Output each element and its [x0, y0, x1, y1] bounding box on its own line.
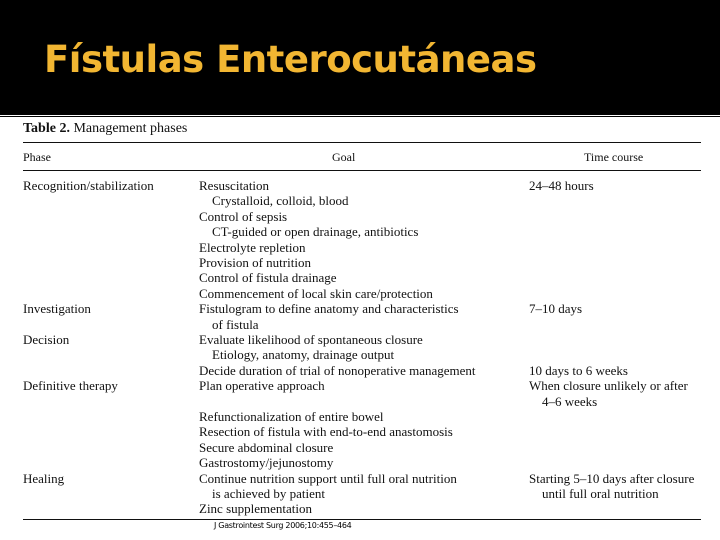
cell-time-line: 4–6 weeks — [542, 393, 598, 409]
cell-time-line: When closure unlikely or after — [529, 378, 688, 394]
cell-phase: Investigation — [23, 301, 91, 317]
cell-goal-line: Zinc supplementation — [199, 501, 313, 517]
cell-time-line: 24–48 hours — [529, 178, 594, 193]
slide-header — [0, 0, 720, 112]
column-header-goal: Goal — [332, 150, 356, 164]
cell-goal-line: is achieved by patient — [212, 486, 325, 501]
cell-time-line: until full oral nutrition — [542, 486, 659, 501]
cell-goal-line: Resection of fistula with end-to-end anastomosis — [199, 424, 453, 440]
cell-goal-line: Secure abdominal closure — [199, 439, 334, 455]
cell-goal-line: Fistulogram to define anatomy and characteristics — [199, 301, 459, 317]
cell-goal-line: Resuscitation — [199, 178, 270, 193]
cell-goal-line: Etiology, anatomy, drainage output — [212, 347, 395, 363]
column-header-phase: Phase — [23, 150, 51, 164]
cell-goal-line: Evaluate likelihood of spontaneous closure — [199, 332, 423, 347]
cell-goal-line: Decide duration of trial of nonoperative management — [199, 362, 476, 378]
citation: J Gastrointest Surg 2006;10:455–464 — [214, 521, 352, 530]
cell-goal-line: Control of sepsis — [199, 208, 288, 224]
cell-goal-line: Crystalloid, colloid, blood — [212, 193, 349, 209]
table-header-rule — [23, 170, 701, 171]
cell-time-line: 10 days to 6 weeks — [529, 362, 628, 378]
header-rule-thick — [0, 112, 720, 115]
cell-phase: Recognition/stabilization — [23, 178, 154, 193]
table-caption-text: Management phases — [69, 121, 188, 136]
cell-phase: Definitive therapy — [23, 378, 118, 394]
cell-goal-line: Continue nutrition support until full oral nutrition — [199, 470, 457, 486]
cell-goal-line: Refunctionalization of entire bowel — [199, 409, 384, 424]
cell-goal-line: Control of fistula drainage — [199, 270, 337, 286]
cell-goal-line: Plan operative approach — [199, 378, 325, 394]
cell-goal-line: Gastrostomy/jejunostomy — [199, 455, 334, 471]
cell-time-line: Starting 5–10 days after closure — [529, 470, 695, 486]
column-header-time-course: Time course — [584, 150, 644, 164]
cell-phase: Decision — [23, 332, 70, 347]
cell-goal-line: Electrolyte repletion — [199, 239, 306, 255]
cell-goal-line: Provision of nutrition — [199, 255, 311, 270]
cell-goal-line: Commencement of local skin care/protection — [199, 285, 433, 301]
table-top-rule — [23, 142, 701, 143]
header-rule-thin — [0, 116, 720, 117]
table-caption-label: Table 2. — [23, 121, 70, 136]
table-bottom-rule — [23, 519, 701, 520]
slide-title: Fístulas Enterocutáneas — [44, 38, 537, 81]
cell-phase: Healing — [23, 470, 65, 486]
cell-goal-line: CT-guided or open drainage, antibiotics — [212, 224, 419, 240]
cell-time-line: 7–10 days — [529, 301, 583, 317]
table-caption — [23, 121, 187, 137]
cell-goal-line: of fistula — [212, 316, 259, 332]
